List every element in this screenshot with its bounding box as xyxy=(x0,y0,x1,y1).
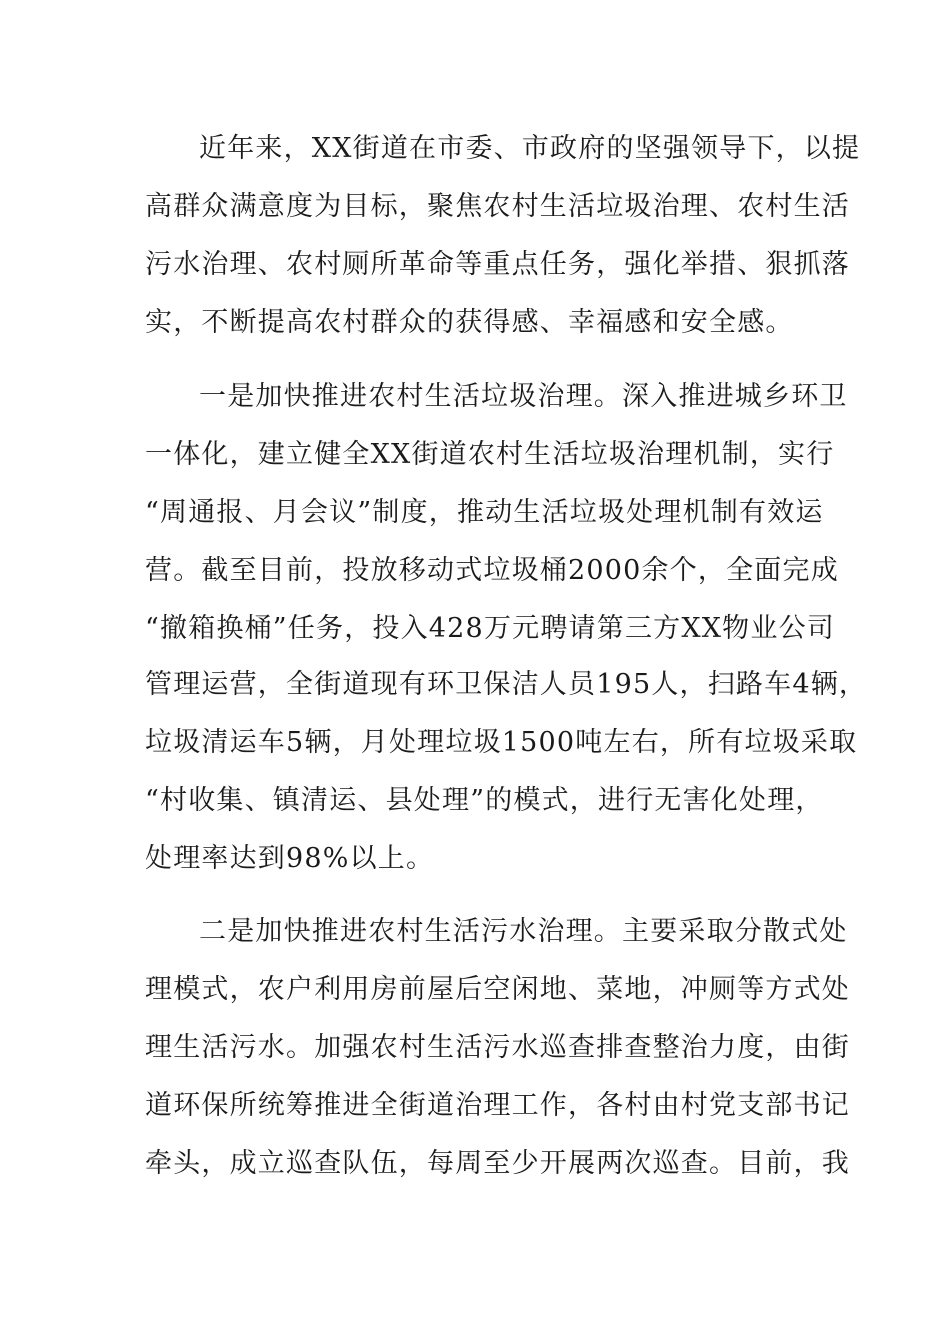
paragraph-point-two-line-5: 牵头，成立巡查队伍，每周至少开展两次巡查。目前，我 xyxy=(145,1148,850,1179)
paragraph-intro-line-4: 实，不断提高农村群众的获得感、幸福感和安全感。 xyxy=(145,307,794,338)
paragraph-point-one-line-8: “村收集、镇清运、县处理”的模式，进行无害化处理， xyxy=(145,785,824,816)
paragraph-point-one-line-6: 管理运营，全街道现有环卫保洁人员195人，扫路车4辆， xyxy=(145,669,868,700)
paragraph-point-one-line-7: 垃圾清运车5辆，月处理垃圾1500吨左右，所有垃圾采取 xyxy=(145,727,858,758)
paragraph-point-two-line-3: 理生活污水。加强农村生活污水巡查排查整治力度，由街 xyxy=(145,1032,850,1063)
paragraph-point-one-line-2: 一体化，建立健全XX街道农村生活垃圾治理机制，实行 xyxy=(145,439,835,470)
paragraph-point-one-line-1: 一是加快推进农村生活垃圾治理。深入推进城乡环卫 xyxy=(199,381,848,412)
paragraph-point-one-line-5: “撤箱换桶”任务，投入428万元聘请第三方XX物业公司 xyxy=(145,613,835,644)
paragraph-point-one-line-4: 营。截至目前，投放移动式垃圾桶2000余个，全面完成 xyxy=(145,555,839,586)
paragraph-intro-line-3: 污水治理、农村厕所革命等重点任务，强化举措、狠抓落 xyxy=(145,249,850,280)
paragraph-intro-line-2: 高群众满意度为目标，聚焦农村生活垃圾治理、农村生活 xyxy=(145,191,850,222)
paragraph-point-one-line-3: “周通报、月会议”制度，推动生活垃圾处理机制有效运 xyxy=(145,497,824,528)
paragraph-point-two-line-1: 二是加快推进农村生活污水治理。主要采取分散式处 xyxy=(199,916,848,947)
paragraph-intro-line-1: 近年来，XX街道在市委、市政府的坚强领导下，以提 xyxy=(199,133,861,164)
paragraph-point-one-line-9: 处理率达到98%以上。 xyxy=(145,843,435,874)
paragraph-point-two-line-2: 理模式，农户利用房前屋后空闲地、菜地，冲厕等方式处 xyxy=(145,974,850,1005)
paragraph-point-two-line-4: 道环保所统筹推进全街道治理工作，各村由村党支部书记 xyxy=(145,1090,850,1121)
